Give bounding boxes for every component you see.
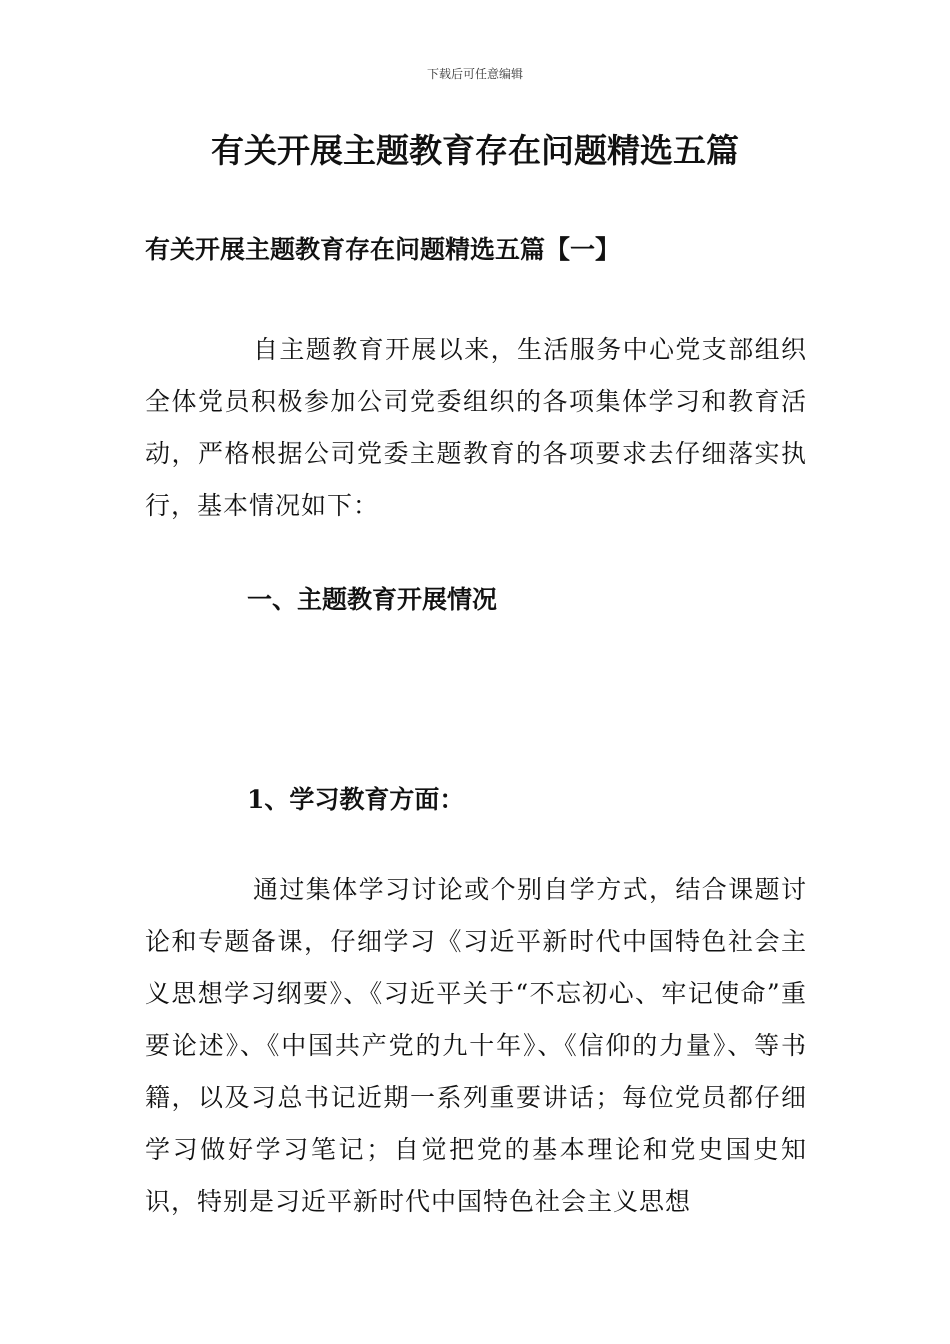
header-note: 下载后可任意编辑 bbox=[426, 67, 523, 81]
heading-study-education: 1、学习教育方面： bbox=[247, 785, 465, 814]
document-title: 有关开展主题教育存在问题精选五篇 bbox=[211, 131, 739, 170]
heading-topic-education-status: 一、主题教育开展情况 bbox=[247, 585, 498, 614]
study-paragraph: 通过集体学习讨论或个别自学方式，结合课题讨论和专题备课，仔细学习《习近平新时代中国特色社会主义思想学习纲要》、《习近平关于“不忘初心、牢记使命”重要论述》、《中国共产党的九十年》、《信仰的力量》、等书籍，以及习总书记近期一系列重要讲话；每位党员都仔细学习做好学习笔记；自觉把党的基本理论和党史国史知识，特别是习近平新时代中国特色社会主义思想 bbox=[145, 875, 807, 1216]
section-heading: 有关开展主题教育存在问题精选五篇【一】 bbox=[145, 235, 621, 264]
intro-paragraph: 自主题教育开展以来，生活服务中心党支部组织全体党员积极参加公司党委组织的各项集体学习和教育活动，严格根据公司党委主题教育的各项要求去仔细落实执行，基本情况如下： bbox=[145, 335, 807, 520]
